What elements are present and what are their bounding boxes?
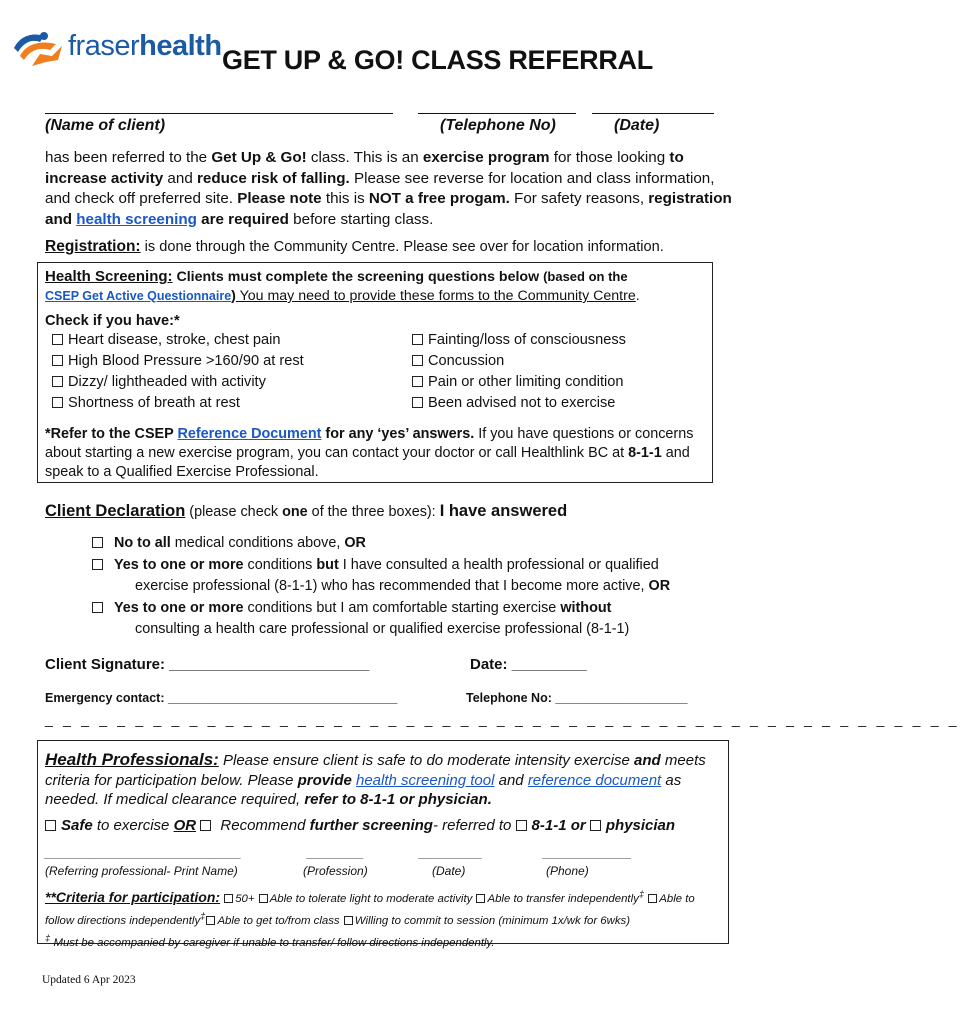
intro-paragraph: has been referred to the Get Up & Go! class. This is an exercise program for those looking to increase activity and reduce risk of falling. Please see reverse for location and class information, and check off preferred site. Please note this is NOT a free progam. For safety reasons, registration and health screening are required before starting class.: [45, 149, 732, 228]
health-screening-tool-link[interactable]: health screening tool: [356, 771, 495, 789]
checkbox[interactable]: [52, 355, 63, 366]
declaration-option-3[interactable]: Yes to one or more conditions but I am comfortable starting exercise without: [92, 598, 732, 620]
checklist-item[interactable]: Been advised not to exercise: [412, 393, 712, 414]
health-professionals-paragraph: Health Professionals: Please ensure client is safe to do moderate intensity exercise and meets criteria for participation below. Please provide health screening tool and reference document as needed. If medical clearance required, refer to 8-1-1 or physician.: [45, 750, 706, 808]
fraser-health-logo-icon: [10, 26, 66, 74]
profession-label: (Profession): [303, 864, 368, 878]
emergency-telephone-field[interactable]: Telephone No: ___________________: [466, 691, 688, 705]
right-checklist: [412, 330, 712, 414]
checklist-item[interactable]: Pain or other limiting condition: [412, 372, 712, 393]
declaration-option-2[interactable]: Yes to one or more conditions but I have consulted a health professional or qualified: [92, 555, 732, 577]
emergency-contact-field[interactable]: Emergency contact: _________________________________: [45, 691, 398, 705]
checklist-item[interactable]: Dizzy/ lightheaded with activity: [52, 372, 392, 393]
cut-line-divider: _ _ _ _ _ _ _ _ _ _ _ _ _ _ _ _ _ _ _ _ _ _ _ _ _ _ _ _ _ _ _ _ _ _ _ _ _ _ _ _ _ _ _ _ _ _ _ _ _ _ _: [45, 711, 960, 727]
checkbox[interactable]: [648, 894, 657, 903]
registration-line: Registration: is done through the Community Centre. Please see over for location information.: [45, 238, 664, 255]
checkbox[interactable]: [206, 916, 215, 925]
checkbox[interactable]: [92, 559, 103, 570]
phone-line[interactable]: ______________: [543, 848, 632, 860]
profession-line[interactable]: _________: [307, 848, 365, 860]
date-label: (Date): [432, 864, 466, 878]
checkbox[interactable]: [412, 397, 423, 408]
checkbox[interactable]: [52, 397, 63, 408]
phone-label: (Phone): [546, 864, 589, 878]
client-date-label: (Date): [614, 117, 660, 134]
client-phone-line[interactable]: [418, 113, 576, 114]
physician-checkbox[interactable]: [590, 820, 601, 831]
safe-checkbox[interactable]: [45, 820, 56, 831]
checklist-item[interactable]: Concussion: [412, 351, 712, 372]
checkbox[interactable]: [52, 376, 63, 387]
csep-questionnaire-link[interactable]: CSEP Get Active Questionnaire: [45, 289, 232, 303]
checkbox[interactable]: [92, 602, 103, 613]
checkbox[interactable]: [224, 894, 233, 903]
checklist-item[interactable]: Fainting/loss of consciousness: [412, 330, 712, 351]
criteria-participation: **Criteria for participation: 50+ Able to tolerate light to moderate activity Able to transfer independently‡ Able to follow directions independently‡ Able to get to/from class Willing to commit to session (minimum 1x/wk for 6wks) ‡ Must be accompanied by caregiver if unable to transfer/ follow directions independently.: [45, 888, 695, 949]
recommendation-line: Safe to exercise OR Recommend further screening- referred to 8-1-1 or physician: [45, 816, 675, 836]
document-title: GET UP & GO! CLASS REFERRAL: [222, 45, 653, 75]
referring-name-line[interactable]: _______________________________: [45, 848, 242, 860]
checkbox[interactable]: [52, 334, 63, 345]
checklist-item[interactable]: High Blood Pressure >160/90 at rest: [52, 351, 392, 372]
checkbox[interactable]: [259, 894, 268, 903]
logo-wordmark: fraserhealth: [68, 30, 222, 62]
checkbox[interactable]: [344, 916, 353, 925]
updated-date: Updated 6 Apr 2023: [42, 974, 136, 986]
check-title: Check if you have:*: [45, 313, 180, 329]
client-phone-label: (Telephone No): [440, 117, 556, 134]
client-name-line[interactable]: [45, 113, 393, 114]
checklist-item[interactable]: Heart disease, stroke, chest pain: [52, 330, 392, 351]
checklist-item[interactable]: Shortness of breath at rest: [52, 393, 392, 414]
declaration-option-3-cont: consulting a health care professional or qualified exercise professional (8-1-1): [135, 621, 630, 637]
811-checkbox[interactable]: [516, 820, 527, 831]
client-date-line[interactable]: [592, 113, 714, 114]
health-screening-link[interactable]: health screening: [76, 210, 197, 228]
reference-document-link-2[interactable]: reference document: [527, 771, 662, 789]
date-line[interactable]: __________: [419, 848, 483, 860]
health-screening-intro: Health Screening: Clients must complete the screening questions below (based on the CSEP Get Active Questionnaire) You may need to provide these forms to the Community Centre.: [45, 268, 640, 304]
declaration-options: [92, 533, 732, 641]
client-name-label: (Name of client): [45, 117, 166, 134]
checkbox[interactable]: [476, 894, 485, 903]
signature-date-field[interactable]: Date: _________: [470, 656, 587, 673]
client-declaration-heading: Client Declaration (please check one of the three boxes): I have answered: [45, 502, 568, 520]
checkbox[interactable]: [412, 334, 423, 345]
refer-csep-note: *Refer to the CSEP Reference Document for any ‘yes’ answers. If you have questions or concerns about starting a new exercise program, you can contact your doctor or call Healthlink BC at 8-1-1 and speak to a Qualified Exercise Professional.: [45, 426, 694, 480]
reference-document-link[interactable]: Reference Document: [177, 426, 322, 442]
fraser-health-logo: [10, 26, 222, 74]
declaration-option-1[interactable]: No to all medical conditions above, OR: [92, 533, 732, 555]
recommend-checkbox[interactable]: [200, 820, 211, 831]
left-checklist: [52, 330, 392, 414]
checkbox[interactable]: [92, 537, 103, 548]
referring-name-label: (Referring professional- Print Name): [45, 864, 238, 878]
checkbox[interactable]: [412, 376, 423, 387]
client-signature-field[interactable]: Client Signature: ________________________: [45, 656, 370, 673]
checkbox[interactable]: [412, 355, 423, 366]
declaration-option-2-cont: exercise professional (8-1-1) who has recommended that I become more active, OR: [135, 578, 671, 594]
